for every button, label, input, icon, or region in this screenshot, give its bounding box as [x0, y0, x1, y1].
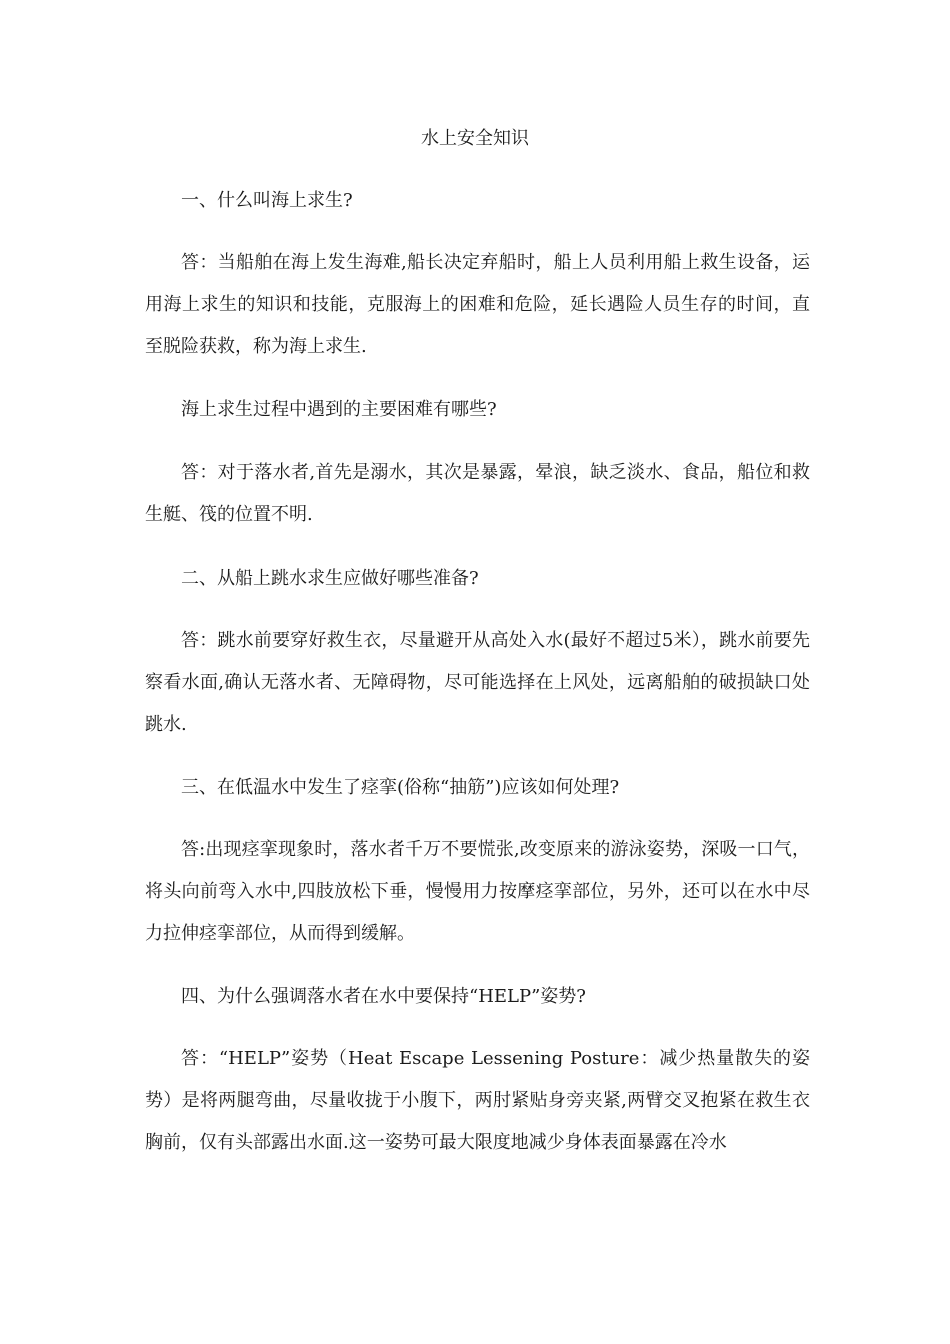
question-4: 四、为什么强调落水者在水中要保持“HELP”姿势?	[181, 986, 586, 1007]
document-title: 水上安全知识	[421, 128, 529, 149]
question-2: 二、从船上跳水求生应做好哪些准备?	[181, 568, 479, 589]
answer-3: 答:出现痉挛现象时，落水者千万不要慌张,改变原来的游泳姿势，深吸一口气，将头向前弯入水中,四肢放松下垂，慢慢用力按摩痉挛部位，另外，还可以在水中尽力拉伸痉挛部位，从而得到缓解。	[145, 839, 810, 944]
answer-4: 答：“HELP”姿势（Heat Escape Lessening Posture：减少热量散失的姿势）是将两腿弯曲，尽量收拢于小腹下，两肘紧贴身旁夹紧,两臂交叉抱紧在救生衣胸前，仅有头部露出水面.这一姿势可最大限度地减少身体表面暴露在冷水	[145, 1048, 810, 1153]
question-1b: 海上求生过程中遇到的主要困难有哪些?	[181, 399, 497, 420]
question-3: 三、在低温水中发生了痉挛(俗称“抽筋”)应该如何处理?	[181, 777, 620, 798]
answer-1: 答：当船舶在海上发生海难,船长决定弃船时，船上人员利用船上救生设备，运用海上求生的知识和技能，克服海上的困难和危险，延长遇险人员生存的时间，直至脱险获救，称为海上求生.	[145, 252, 810, 357]
answer-1b: 答：对于落水者,首先是溺水，其次是暴露，晕浪，缺乏淡水、食品，船位和救生艇、筏的位置不明.	[145, 462, 810, 525]
answer-2: 答：跳水前要穿好救生衣，尽量避开从高处入水(最好不超过5米），跳水前要先察看水面,确认无落水者、无障碍物，尽可能选择在上风处，远离船舶的破损缺口处跳水.	[145, 630, 810, 735]
question-1: 一、什么叫海上求生?	[181, 190, 353, 211]
